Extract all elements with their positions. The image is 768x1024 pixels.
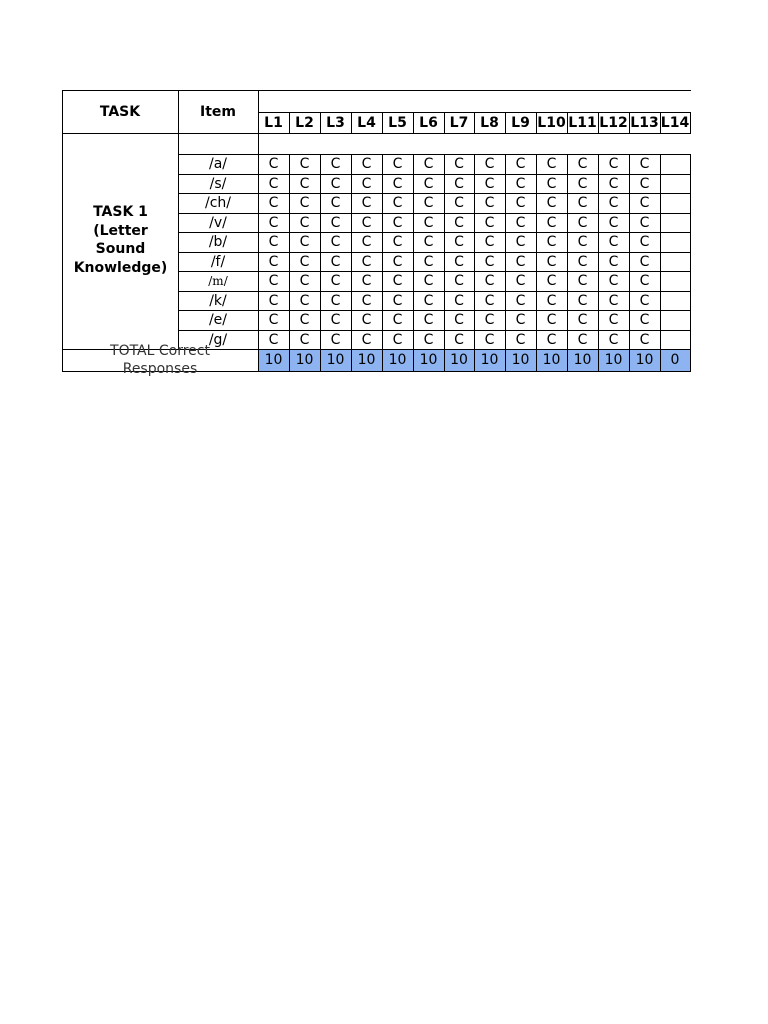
- response-cell: [660, 174, 690, 193]
- response-cell: C: [484, 156, 495, 172]
- response-cell: C: [515, 214, 526, 231]
- response-cell: C: [423, 331, 434, 348]
- response-cell: C: [454, 214, 464, 231]
- total-cell: 10: [388, 352, 407, 368]
- level-header: L7: [449, 114, 469, 131]
- response-cell: C: [361, 214, 372, 231]
- response-cell: [660, 252, 690, 271]
- item-label: /k/: [209, 292, 227, 309]
- response-cell: C: [515, 312, 526, 328]
- response-cell: C: [484, 234, 495, 250]
- total-cell: 10: [264, 352, 283, 368]
- item-header: Item: [200, 103, 236, 120]
- total-cell: 10: [604, 352, 623, 368]
- response-cell: C: [454, 331, 464, 348]
- response-cell: C: [423, 195, 434, 211]
- item-label: /v/: [209, 214, 227, 231]
- level-header: L6: [419, 114, 438, 131]
- response-cell: C: [608, 156, 619, 172]
- response-cell: [660, 330, 690, 349]
- total-cell: 10: [419, 352, 438, 368]
- response-cell: C: [577, 156, 588, 172]
- response-cell: C: [299, 273, 310, 289]
- response-cell: C: [515, 253, 526, 270]
- response-cell: C: [361, 292, 372, 309]
- response-cell: C: [608, 273, 619, 289]
- response-cell: C: [608, 234, 619, 250]
- response-cell: C: [484, 175, 495, 192]
- response-cell: C: [299, 292, 310, 309]
- response-cell: [660, 154, 690, 174]
- response-cell: C: [454, 156, 464, 172]
- response-cell: C: [454, 234, 464, 250]
- response-cell: C: [639, 234, 650, 250]
- response-cell: C: [484, 312, 495, 328]
- response-cell: C: [392, 273, 403, 289]
- level-header: L11: [568, 114, 597, 131]
- response-cell: C: [268, 273, 279, 289]
- response-cell: C: [484, 253, 495, 270]
- response-cell: C: [608, 312, 619, 328]
- response-cell: C: [361, 312, 372, 328]
- response-cell: C: [577, 195, 588, 211]
- response-cell: C: [423, 175, 434, 192]
- response-cell: C: [577, 214, 588, 231]
- response-cell: C: [268, 312, 279, 328]
- level-header: L10: [537, 114, 566, 131]
- response-cell: [660, 193, 690, 213]
- level-header: L4: [357, 114, 376, 131]
- response-cell: C: [454, 292, 464, 309]
- total-cell: 10: [295, 352, 314, 368]
- response-cell: C: [484, 195, 495, 211]
- total-cell: 10: [326, 352, 345, 368]
- level-header: L3: [326, 114, 345, 131]
- response-cell: C: [299, 253, 310, 270]
- response-cell: C: [546, 234, 557, 250]
- response-cell: C: [330, 156, 341, 172]
- response-cell: C: [330, 234, 341, 250]
- response-cell: C: [330, 273, 341, 289]
- response-cell: C: [268, 195, 279, 211]
- response-cell: C: [299, 234, 310, 250]
- response-cell: C: [268, 156, 279, 172]
- response-cell: C: [392, 195, 403, 211]
- response-cell: [660, 291, 690, 310]
- level-header: L5: [388, 114, 407, 131]
- response-cell: C: [515, 331, 526, 348]
- response-cell: C: [546, 195, 557, 211]
- response-cell: C: [299, 156, 310, 172]
- item-label: /b/: [208, 234, 228, 250]
- response-cell: C: [484, 214, 495, 231]
- response-cell: C: [515, 292, 526, 309]
- level-header: L2: [295, 114, 314, 131]
- item-label: /e/: [208, 312, 228, 328]
- response-cell: C: [423, 273, 434, 289]
- response-cell: C: [454, 312, 464, 328]
- level-header: L1: [264, 114, 283, 131]
- response-cell: C: [361, 156, 372, 172]
- response-cell: C: [484, 292, 495, 309]
- response-cell: C: [361, 331, 372, 348]
- total-cell: 10: [542, 352, 561, 368]
- total-cell: 10: [511, 352, 530, 368]
- item-label: /a/: [208, 156, 227, 172]
- response-cell: C: [639, 195, 650, 211]
- response-cell: C: [423, 292, 434, 309]
- response-cell: C: [639, 331, 650, 348]
- response-cell: C: [392, 214, 403, 231]
- response-cell: [660, 232, 690, 252]
- response-cell: C: [454, 175, 464, 192]
- response-cell: C: [454, 253, 464, 270]
- response-cell: C: [608, 214, 619, 231]
- response-cell: C: [423, 156, 434, 172]
- response-cell: C: [299, 195, 310, 211]
- response-cell: C: [515, 156, 526, 172]
- response-cell: C: [454, 273, 464, 289]
- response-cell: C: [577, 273, 588, 289]
- response-cell: C: [608, 195, 619, 211]
- item-label: /f/: [210, 253, 226, 270]
- response-cell: C: [392, 331, 403, 348]
- response-cell: C: [330, 175, 341, 192]
- response-cell: C: [423, 234, 434, 250]
- response-cell: C: [608, 292, 619, 309]
- response-cell: C: [546, 292, 557, 309]
- response-cell: C: [299, 214, 310, 231]
- response-cell: C: [423, 253, 434, 270]
- response-cell: C: [515, 234, 526, 250]
- response-cell: C: [392, 292, 403, 309]
- response-cell: C: [330, 253, 341, 270]
- response-cell: C: [361, 273, 372, 289]
- response-cell: [660, 213, 690, 232]
- response-cell: C: [577, 175, 588, 192]
- response-cell: C: [639, 253, 650, 270]
- response-cell: C: [299, 331, 310, 348]
- response-cell: C: [639, 292, 650, 309]
- level-header: L13: [630, 114, 659, 131]
- response-cell: C: [392, 234, 403, 250]
- response-cell: C: [268, 214, 279, 231]
- total-cell: 10: [357, 352, 376, 368]
- total-cell: 10: [635, 352, 654, 368]
- item-label: /m/: [208, 274, 228, 288]
- response-cell: C: [330, 292, 341, 309]
- response-cell: C: [639, 312, 650, 328]
- response-cell: C: [639, 175, 650, 192]
- total-cell: 0: [670, 352, 680, 368]
- response-cell: C: [361, 175, 372, 192]
- response-cell: C: [546, 331, 557, 348]
- response-cell: C: [546, 253, 557, 270]
- response-cell: C: [546, 214, 557, 231]
- item-label: /s/: [209, 175, 227, 192]
- response-cell: C: [546, 175, 557, 192]
- response-cell: C: [268, 331, 279, 348]
- response-cell: C: [639, 273, 650, 289]
- response-cell: C: [454, 195, 464, 211]
- level-header: L8: [480, 114, 499, 131]
- item-label: /ch/: [204, 195, 231, 211]
- grid-line: [62, 133, 691, 134]
- response-cell: C: [330, 331, 341, 348]
- total-cell: 10: [480, 352, 499, 368]
- response-cell: C: [515, 273, 526, 289]
- response-cell: C: [515, 175, 526, 192]
- response-cell: C: [484, 331, 495, 348]
- response-cell: [660, 310, 690, 330]
- response-cell: C: [577, 234, 588, 250]
- response-cell: C: [608, 253, 619, 270]
- grid-line: [690, 112, 691, 134]
- response-cell: C: [268, 175, 279, 192]
- response-cell: C: [546, 156, 557, 172]
- response-cell: C: [515, 195, 526, 211]
- response-cell: C: [361, 195, 372, 211]
- response-cell: C: [577, 331, 588, 348]
- response-cell: C: [639, 156, 650, 172]
- total-cell: 10: [450, 352, 468, 368]
- response-cell: C: [392, 253, 403, 270]
- total-label: TOTAL Correct Responses: [110, 343, 210, 377]
- response-cell: C: [392, 312, 403, 328]
- response-cell: C: [484, 273, 495, 289]
- response-cell: C: [268, 253, 279, 270]
- item-label: /g/: [208, 331, 228, 348]
- response-cell: C: [546, 273, 557, 289]
- response-cell: C: [577, 253, 588, 270]
- response-cell: C: [299, 312, 310, 328]
- task-name: TASK 1 (Letter Sound Knowledge): [73, 204, 168, 276]
- response-cell: C: [392, 156, 403, 172]
- response-cell: C: [577, 292, 588, 309]
- response-cell: C: [608, 175, 619, 192]
- response-cell: C: [608, 331, 619, 348]
- response-cell: C: [577, 312, 588, 328]
- level-header: L12: [599, 114, 628, 131]
- response-cell: C: [392, 175, 403, 192]
- response-cell: C: [330, 214, 341, 231]
- task-header: TASK: [99, 103, 141, 120]
- response-cell: C: [546, 312, 557, 328]
- response-cell: C: [361, 253, 372, 270]
- response-cell: C: [361, 234, 372, 250]
- level-header: L9: [511, 114, 530, 131]
- response-cell: C: [330, 312, 341, 328]
- response-cell: C: [639, 214, 650, 231]
- level-header: L14: [660, 114, 690, 131]
- response-cell: C: [268, 234, 279, 250]
- response-cell: [660, 271, 690, 291]
- response-cell: C: [268, 292, 279, 309]
- response-cell: C: [299, 175, 310, 192]
- response-cell: C: [423, 214, 434, 231]
- total-cell: 10: [573, 352, 592, 368]
- response-cell: C: [423, 312, 434, 328]
- grid-line: [690, 154, 691, 372]
- response-cell: C: [330, 195, 341, 211]
